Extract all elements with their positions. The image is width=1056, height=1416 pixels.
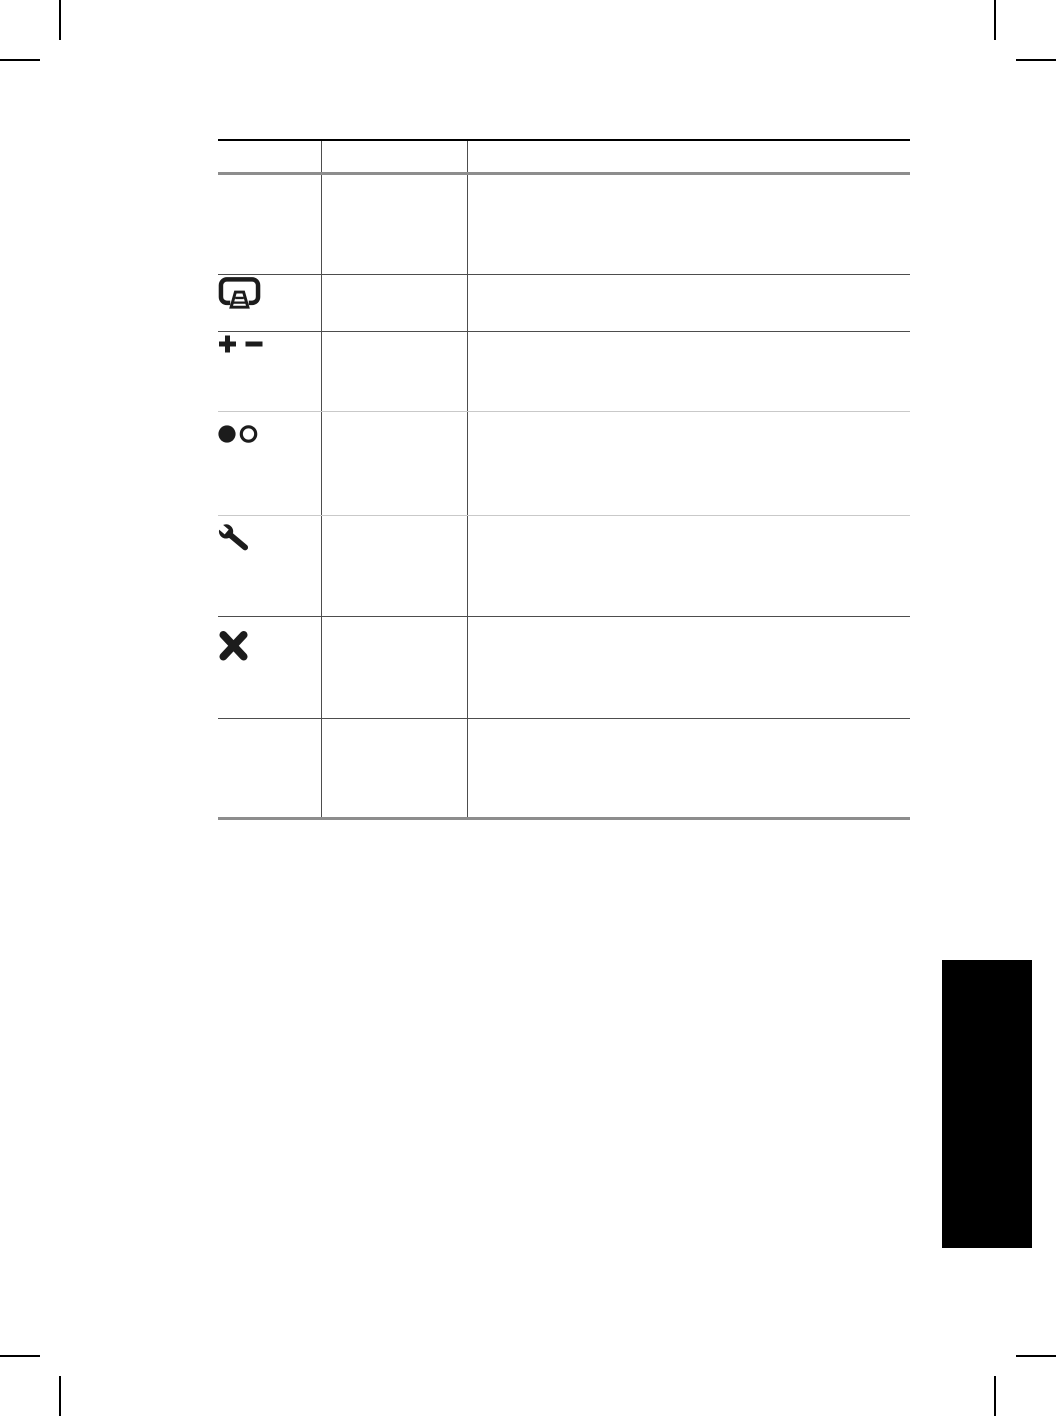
- cell-icon: [218, 411, 321, 515]
- header-cell-label: [321, 140, 467, 173]
- cell-icon: [218, 331, 321, 411]
- table-row: [218, 616, 910, 718]
- reference-table: [218, 139, 910, 820]
- cell-icon: [218, 274, 321, 331]
- cell-description: [467, 411, 910, 515]
- cell-description: [467, 173, 910, 274]
- crop-mark-bottom-right-vertical: [994, 1376, 996, 1416]
- header-cell-description: [467, 140, 910, 173]
- cell-description: [467, 274, 910, 331]
- cell-label: [321, 173, 467, 274]
- wrench-icon: [218, 516, 321, 559]
- cell-label: [321, 718, 467, 818]
- header-cell-icon: [218, 140, 321, 173]
- cell-icon-empty: [218, 718, 321, 818]
- chapter-thumb-tab: [942, 960, 1032, 1248]
- cell-label: [321, 616, 467, 718]
- printer-icon: [218, 275, 321, 316]
- cell-description: [467, 331, 910, 411]
- table-row: [218, 173, 910, 274]
- table-row: [218, 331, 910, 411]
- cell-icon: [218, 515, 321, 616]
- cell-description: [467, 616, 910, 718]
- table-row: [218, 274, 910, 331]
- crop-mark-top-left-horizontal: [0, 59, 40, 61]
- crop-mark-top-right-vertical: [994, 0, 996, 40]
- cell-description: [467, 515, 910, 616]
- table-row: [218, 515, 910, 616]
- table-header-row: [218, 140, 910, 173]
- cell-label: [321, 331, 467, 411]
- crop-mark-top-left-vertical: [59, 0, 61, 40]
- crop-mark-top-right-horizontal: [1016, 59, 1056, 61]
- crop-mark-bottom-right-horizontal: [1016, 1355, 1056, 1357]
- table-row: [218, 718, 910, 818]
- crop-mark-bottom-left-horizontal: [0, 1355, 40, 1357]
- cell-label: [321, 274, 467, 331]
- cell-label: [321, 515, 467, 616]
- filled-circle-and-outline-circle-icons: [218, 424, 321, 444]
- cross-icon: [218, 628, 321, 663]
- cell-icon-empty: [218, 173, 321, 274]
- cell-description: [467, 718, 910, 818]
- plus-minus-icons: [218, 332, 321, 356]
- cell-label: [321, 411, 467, 515]
- table-row: [218, 411, 910, 515]
- crop-mark-bottom-left-vertical: [59, 1376, 61, 1416]
- cell-icon: [218, 616, 321, 718]
